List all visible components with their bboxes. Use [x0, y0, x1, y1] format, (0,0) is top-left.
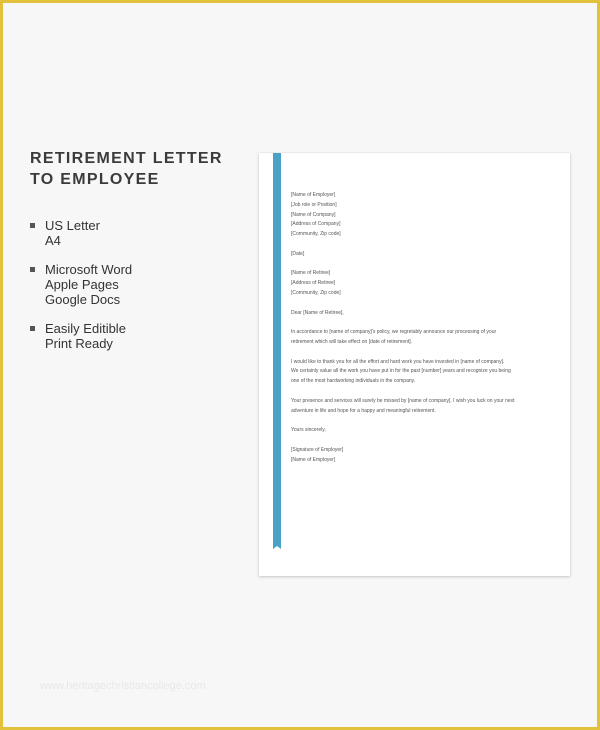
- sender-block: [291, 191, 551, 240]
- ribbon-tail-icon: [273, 543, 281, 549]
- feature-item: Print Ready: [45, 336, 113, 351]
- bullet-icon: [30, 223, 35, 228]
- feature-item: Easily Editible: [45, 321, 126, 336]
- paragraph-line: Your presence and services will surely be missed by [name of company]. I wish you luck on your next: [291, 397, 515, 404]
- page-title: [30, 148, 230, 190]
- sender-line: [Address of Company]: [291, 221, 341, 228]
- sender-line: [Name of Company]: [291, 211, 336, 218]
- closing: Yours sincerely,: [291, 427, 326, 434]
- paragraph-line: We certainly value all the work you have put in for the past [number] years and recognize you being: [291, 368, 511, 375]
- recipient-line: [Community, Zip code]: [291, 289, 341, 296]
- title-line: TO EMPLOYEE: [30, 171, 160, 188]
- sender-line: [Community, Zip code]: [291, 231, 341, 238]
- watermark: www.heritagechristiancollege.com: [40, 680, 206, 692]
- signature-block: [291, 446, 551, 466]
- paragraph-line: In accordance to [name of company]'s policy, we regretably announce our processing of your: [291, 329, 497, 336]
- bullet-icon: [30, 326, 35, 331]
- feature-item: A4: [45, 233, 61, 248]
- salutation: Dear [Name of Retiree],: [291, 309, 344, 316]
- signature-line: [Name of Employer]: [291, 456, 336, 463]
- title-line: RETIREMENT LETTER: [30, 150, 223, 167]
- feature-item: US Letter: [45, 218, 100, 233]
- feature-group-apps: [30, 262, 132, 307]
- body-paragraph: [291, 358, 551, 387]
- signature-line: [Signature of Employer]: [291, 446, 344, 453]
- paragraph-line: retirement which will take effect on [date of retirement].: [291, 338, 413, 345]
- feature-item: Apple Pages: [45, 277, 119, 292]
- recipient-line: [Name of Retiree]: [291, 270, 331, 277]
- letter-body: [291, 191, 551, 475]
- bookmark-ribbon: [273, 153, 281, 543]
- feature-group-qualities: [30, 321, 132, 351]
- recipient-line: [Address of Retiree]: [291, 280, 336, 287]
- date-line: [Date]: [291, 250, 305, 257]
- bullet-icon: [30, 267, 35, 272]
- paragraph-line: one of the most hardworking individuals in the company.: [291, 378, 416, 385]
- body-paragraph: [291, 328, 551, 348]
- recipient-block: [291, 269, 551, 298]
- feature-item: Google Docs: [45, 292, 121, 307]
- feature-list: [30, 218, 132, 365]
- feature-item: Microsoft Word: [45, 262, 133, 277]
- sender-line: [Job role or Position]: [291, 201, 337, 208]
- paragraph-line: adventure in life and hope for a happy and meaningful retirement.: [291, 407, 436, 414]
- letter-preview: [259, 153, 570, 576]
- sender-line: [Name of Employer]: [291, 192, 336, 198]
- feature-group-formats: [30, 218, 132, 248]
- body-paragraph: [291, 397, 551, 417]
- paragraph-line: I would like to thank you for all the effort and hard work you have invested in [name of company].: [291, 358, 505, 365]
